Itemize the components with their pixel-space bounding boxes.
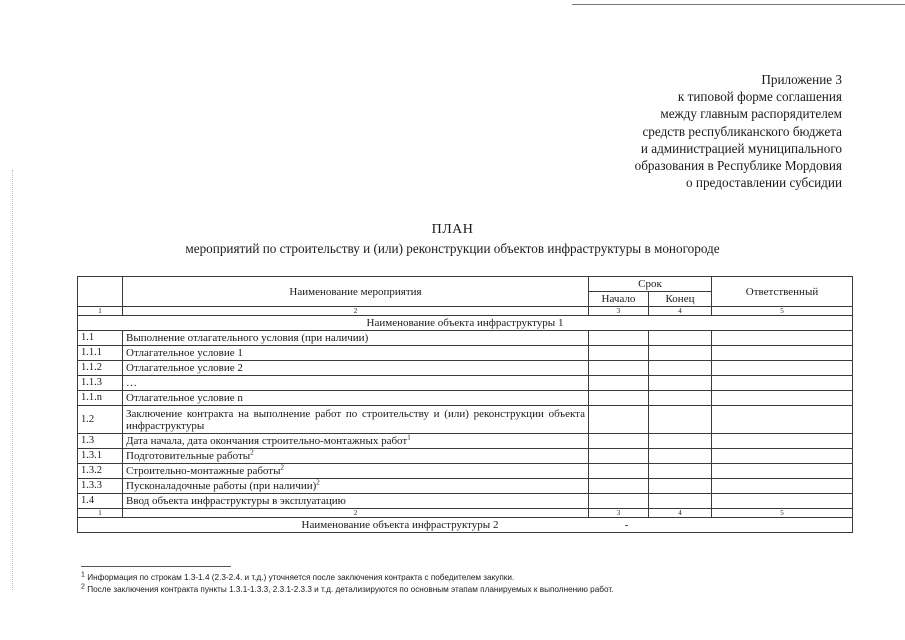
table-row (78, 464, 853, 479)
row-number: 1.1.3 (78, 376, 123, 391)
row-number: 1.3.2 (78, 464, 123, 479)
row-number: 1.3.3 (78, 479, 123, 494)
row-responsible (712, 449, 853, 464)
row-number: 1.2 (78, 406, 123, 434)
row-name-text: Отлагательное условие 2 (126, 362, 243, 374)
col-number: 4 (649, 307, 712, 316)
row-responsible (712, 346, 853, 361)
row-name (123, 391, 589, 406)
appendix-header (635, 71, 842, 191)
column-numbers-row (78, 509, 853, 518)
row-number: 1.1.2 (78, 361, 123, 376)
header-start: Начало (589, 292, 649, 307)
document-subtitle: мероприятий по строительству и (или) реконструкции объектов инфраструктуры в моногороде (185, 241, 720, 256)
plan-table (77, 276, 853, 533)
top-edge-rule (572, 4, 905, 5)
row-number: 1.1 (78, 331, 123, 346)
row-name-text: Пусконаладочные работы (при наличии) (126, 480, 317, 492)
appendix-line: средств республиканского бюджета (642, 123, 842, 139)
table-row (78, 376, 853, 391)
row-number: 1.4 (78, 494, 123, 509)
row-end (649, 479, 712, 494)
col-number: 1 (78, 307, 123, 316)
row-name-text: Отлагательное условие 1 (126, 347, 243, 359)
row-name (123, 346, 589, 361)
row-end (649, 406, 712, 434)
appendix-line: Приложение 3 (761, 72, 842, 87)
row-name-text: Ввод объекта инфраструктуры в эксплуатацию (126, 495, 346, 507)
footnote (81, 572, 613, 584)
col-number: 2 (123, 307, 589, 316)
footnotes (81, 572, 613, 596)
row-responsible (712, 479, 853, 494)
row-responsible (712, 494, 853, 509)
row-end (649, 494, 712, 509)
section-row (78, 518, 853, 533)
row-end (649, 331, 712, 346)
row-name-text: Дата начала, дата окончания строительно-монтажных работ (126, 435, 408, 447)
row-start (589, 494, 649, 509)
footnote-text: Информация по строкам 1.3-1.4 (2.3-2.4. и т.д.) уточняется после заключения контракта с победителем закупки. (87, 573, 515, 582)
appendix-line: и администрацией муниципального (640, 140, 842, 156)
row-name (123, 494, 589, 509)
row-end (649, 376, 712, 391)
row-name (123, 376, 589, 391)
table-row (78, 346, 853, 361)
row-responsible (712, 406, 853, 434)
row-name (123, 479, 589, 494)
section-title: Наименование объекта инфраструктуры 1 (78, 316, 853, 331)
row-responsible (712, 361, 853, 376)
table-row (78, 361, 853, 376)
footnote-ref: 2 (280, 463, 284, 472)
footnote-ref: 1 (407, 433, 411, 442)
col-number: 5 (712, 509, 853, 518)
row-name-text: Отлагательное условие n (126, 392, 243, 404)
row-number: 1.3 (78, 434, 123, 449)
appendix-line: между главным распорядителем (660, 106, 842, 122)
footnote-mark: 1 (81, 571, 85, 579)
column-numbers-row (78, 307, 853, 316)
row-start (589, 434, 649, 449)
row-name-text: Строительно-монтажные работы (126, 465, 281, 477)
footnote-ref: 2 (316, 478, 320, 487)
header-num-cell (78, 277, 123, 307)
footnote-mark: 2 (81, 583, 85, 591)
row-end (649, 361, 712, 376)
footnote-separator (81, 566, 231, 567)
row-responsible (712, 391, 853, 406)
table-row (78, 434, 853, 449)
appendix-line: о предоставлении субсидии (686, 175, 842, 191)
col-number: 3 (589, 307, 649, 316)
row-name-text: Выполнение отлагательного условия (при наличии) (126, 332, 369, 344)
section-title-text: Наименование объекта инфраструктуры 2 (301, 519, 499, 531)
row-name (123, 331, 589, 346)
row-name-text: Заключение контракта на выполнение работ по строительству и (или) реконструкции объекта инфраструктуры (126, 407, 585, 432)
row-start (589, 376, 649, 391)
footnote (81, 584, 613, 596)
header-name: Наименование мероприятия (123, 277, 589, 307)
row-start (589, 449, 649, 464)
col-number: 2 (123, 509, 589, 518)
row-end (649, 449, 712, 464)
row-end (649, 391, 712, 406)
col-number: 1 (78, 509, 123, 518)
row-responsible (712, 434, 853, 449)
row-responsible (712, 376, 853, 391)
row-end (649, 464, 712, 479)
row-name (123, 464, 589, 479)
row-name-text: Подготовительные работы (126, 450, 251, 462)
table-row (78, 479, 853, 494)
row-start (589, 479, 649, 494)
table-row (78, 449, 853, 464)
table-row (78, 494, 853, 509)
section-title (78, 518, 853, 533)
row-name (123, 361, 589, 376)
row-start (589, 406, 649, 434)
table-row (78, 391, 853, 406)
row-start (589, 361, 649, 376)
row-start (589, 391, 649, 406)
row-start (589, 331, 649, 346)
row-start (589, 346, 649, 361)
table-row (78, 331, 853, 346)
header-term: Срок (589, 277, 712, 292)
row-start (589, 464, 649, 479)
row-name (123, 434, 589, 449)
header-end: Конец (649, 292, 712, 307)
footnote-text: После заключения контракта пункты 1.3.1-1.3.3, 2.3.1-2.3.3 и т.д. детализируются по основным этапам планируемых к выполнению работ. (87, 585, 614, 594)
col-number: 5 (712, 307, 853, 316)
row-number: 1.1.1 (78, 346, 123, 361)
appendix-line: образования в Республике Мордовия (634, 158, 842, 174)
header-row (78, 277, 853, 292)
header-responsible: Ответственный (712, 277, 853, 307)
col-number: 4 (649, 509, 712, 518)
appendix-line: к типовой форме соглашения (677, 89, 842, 105)
row-end (649, 346, 712, 361)
section-mark: - (624, 519, 629, 531)
section-row (78, 316, 853, 331)
table-row (78, 406, 853, 434)
row-name (123, 449, 589, 464)
row-end (649, 434, 712, 449)
col-number: 3 (589, 509, 649, 518)
row-name (123, 406, 589, 434)
row-responsible (712, 464, 853, 479)
footnote-ref: 2 (250, 448, 254, 457)
row-number: 1.3.1 (78, 449, 123, 464)
row-number: 1.1.n (78, 391, 123, 406)
row-responsible (712, 331, 853, 346)
row-name-text: … (126, 377, 137, 389)
document-title: ПЛАН (431, 222, 474, 237)
